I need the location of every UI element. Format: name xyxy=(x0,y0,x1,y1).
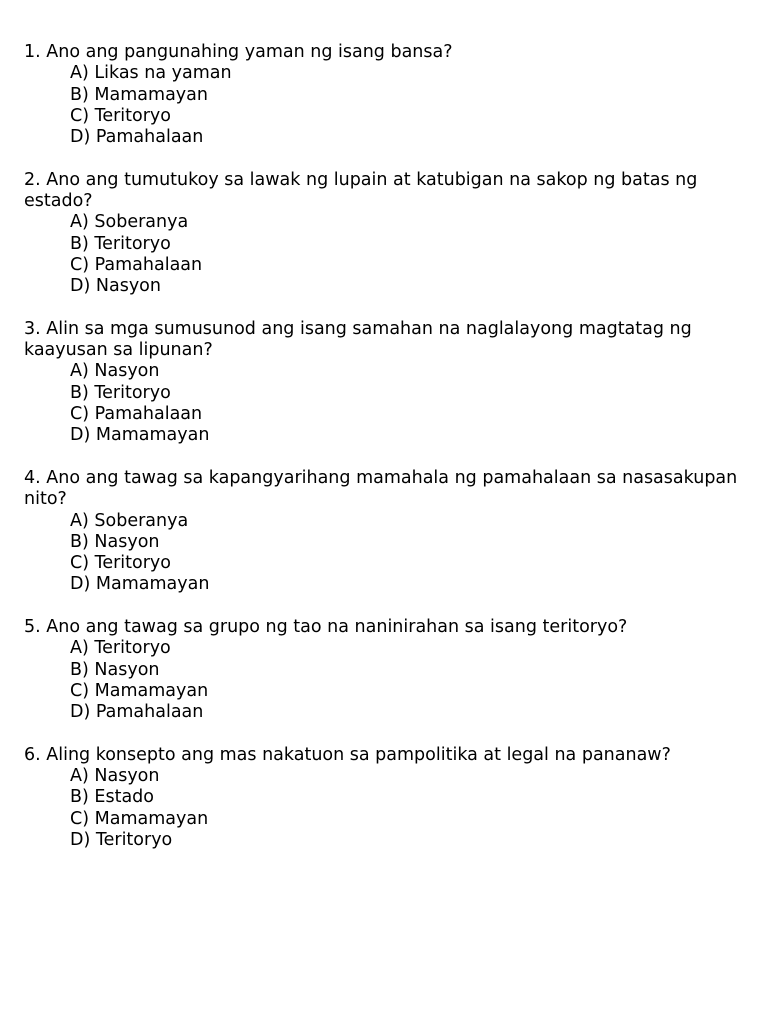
option-c xyxy=(70,255,754,276)
option-text: Pamahalaan xyxy=(95,702,204,723)
question-text: 4. Ano ang tawag sa kapangyarihang mamahala ng pamahalaan sa nasasakupan nito? xyxy=(24,467,738,510)
option-d xyxy=(70,702,754,723)
answer-options xyxy=(24,511,754,596)
option-a xyxy=(70,511,754,532)
option-text: Teritoryo xyxy=(94,233,171,254)
option-b xyxy=(70,234,754,255)
option-letter: B) xyxy=(70,382,89,403)
option-c xyxy=(70,106,754,127)
option-letter: C) xyxy=(70,808,90,829)
question-text: 1. Ano ang pangunahing yaman ng isang bansa? xyxy=(24,42,453,62)
option-a xyxy=(70,63,754,84)
option-text: Mamamayan xyxy=(95,425,210,446)
answer-options xyxy=(24,638,754,723)
option-letter: B) xyxy=(70,787,89,808)
option-c xyxy=(70,553,754,574)
option-text: Mamamayan xyxy=(94,808,209,829)
option-c xyxy=(70,681,754,702)
option-text: Nasyon xyxy=(94,361,160,382)
option-d xyxy=(70,425,754,446)
option-a xyxy=(70,212,754,233)
option-text: Nasyon xyxy=(94,766,160,787)
option-letter: B) xyxy=(70,84,89,105)
question-5 xyxy=(24,617,754,723)
question-text: 5. Ano ang tawag sa grupo ng tao na naninirahan sa isang teritoryo? xyxy=(24,617,628,638)
option-c xyxy=(70,809,754,830)
option-text: Nasyon xyxy=(94,531,160,552)
answer-options xyxy=(24,212,754,297)
option-letter: D) xyxy=(70,829,91,850)
option-b xyxy=(70,787,754,808)
option-a xyxy=(70,361,754,382)
question-4 xyxy=(24,468,754,596)
option-letter: C) xyxy=(70,404,90,425)
question-1 xyxy=(24,42,754,148)
option-letter: A) xyxy=(70,510,89,531)
option-c xyxy=(70,404,754,425)
option-letter: B) xyxy=(70,531,89,552)
option-letter: B) xyxy=(70,659,89,680)
quiz xyxy=(24,42,754,873)
question-text: 6. Aling konsepto ang mas nakatuon sa pampolitika at legal na pananaw? xyxy=(24,744,671,765)
option-letter: B) xyxy=(70,233,89,254)
option-text: Teritoryo xyxy=(94,382,171,403)
option-text: Soberanya xyxy=(94,212,189,233)
option-text: Pamahalaan xyxy=(94,404,203,425)
option-letter: D) xyxy=(70,574,91,595)
option-letter: C) xyxy=(70,105,90,126)
option-text: Nasyon xyxy=(95,276,161,297)
option-b xyxy=(70,660,754,681)
question-text: 3. Alin sa mga sumusunod ang isang samahan na naglalayong magtatag ng kaayusan sa lipunan? xyxy=(24,318,692,361)
option-letter: A) xyxy=(70,638,89,659)
answer-options xyxy=(24,361,754,446)
option-d xyxy=(70,276,754,297)
option-a xyxy=(70,638,754,659)
option-d xyxy=(70,127,754,148)
question-2 xyxy=(24,170,754,298)
question-text: 2. Ano ang tumutukoy sa lawak ng lupain at katubigan na sakop ng batas ng estado? xyxy=(24,169,698,212)
option-text: Mamamayan xyxy=(94,680,209,701)
option-text: Soberanya xyxy=(94,510,189,531)
question-3 xyxy=(24,319,754,447)
option-letter: C) xyxy=(70,254,90,275)
option-letter: A) xyxy=(70,63,89,84)
question-6 xyxy=(24,745,754,851)
option-a xyxy=(70,766,754,787)
option-text: Estado xyxy=(94,787,154,808)
answer-options xyxy=(24,766,754,851)
option-letter: D) xyxy=(70,127,91,148)
option-b xyxy=(70,532,754,553)
option-letter: C) xyxy=(70,553,90,574)
option-letter: A) xyxy=(70,766,89,787)
option-text: Teritoryo xyxy=(94,105,171,126)
option-letter: A) xyxy=(70,212,89,233)
option-text: Mamamayan xyxy=(95,574,210,595)
option-text: Nasyon xyxy=(94,659,160,680)
option-b xyxy=(70,85,754,106)
option-letter: D) xyxy=(70,276,91,297)
option-text: Mamamayan xyxy=(94,84,208,105)
option-text: Likas na yaman xyxy=(94,63,232,84)
option-b xyxy=(70,383,754,404)
option-d xyxy=(70,830,754,851)
option-letter: D) xyxy=(70,425,91,446)
answer-options xyxy=(24,63,754,148)
option-text: Pamahalaan xyxy=(95,127,204,148)
option-text: Teritoryo xyxy=(95,829,173,850)
option-letter: A) xyxy=(70,361,89,382)
option-text: Teritoryo xyxy=(94,553,171,574)
option-letter: D) xyxy=(70,702,91,723)
option-text: Teritoryo xyxy=(94,638,171,659)
option-text: Pamahalaan xyxy=(94,254,203,275)
option-d xyxy=(70,574,754,595)
option-letter: C) xyxy=(70,680,90,701)
